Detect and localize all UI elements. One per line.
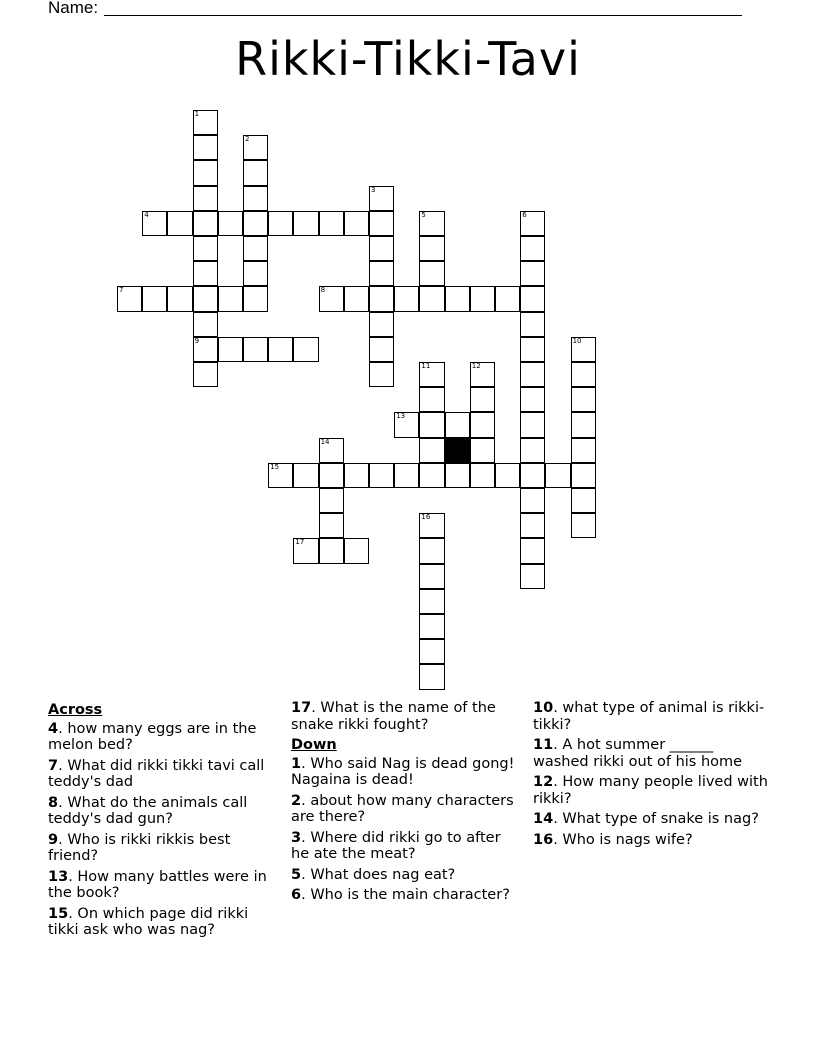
grid-cell[interactable] (419, 236, 444, 261)
cell-number: 14 (320, 437, 330, 446)
clue-down-5: 5. What does nag eat? (291, 866, 456, 883)
grid-cell[interactable] (193, 312, 218, 337)
down-heading: Down (291, 737, 337, 753)
cell-number: 15 (270, 462, 280, 471)
grid-cell[interactable] (419, 564, 444, 589)
grid-cell[interactable] (293, 538, 318, 563)
clue-down-3: 3. Where did rikki go to after he ate the meat? (291, 829, 501, 862)
grid-cell[interactable] (243, 337, 268, 362)
grid-cell[interactable] (394, 412, 419, 437)
clue-text: What did rikki tikki tavi call teddy's dad (48, 757, 265, 790)
grid-cell[interactable] (193, 286, 218, 311)
grid-cell[interactable] (293, 211, 318, 236)
clue-text: On which page did rikki tikki ask who was nag? (48, 905, 249, 938)
clue-text: What is the name of the snake rikki fought? (291, 700, 496, 733)
grid-cell[interactable] (319, 488, 344, 513)
clue-text: Who is rikki rikkis best friend? (48, 831, 231, 864)
grid-cell[interactable] (419, 387, 444, 412)
clue-number: 2 (291, 792, 302, 809)
grid-cell[interactable] (243, 211, 268, 236)
grid-cell[interactable] (319, 463, 344, 488)
clue-down-12: 12. How many people lived with rikki? (533, 774, 768, 807)
grid-cell[interactable] (419, 261, 444, 286)
grid-cell[interactable] (193, 110, 218, 135)
clue-number: 12 (533, 774, 554, 790)
clue-column-2 (291, 700, 523, 908)
grid-cell[interactable] (218, 211, 243, 236)
cell-number: 17 (295, 538, 305, 547)
grid-cell[interactable] (470, 387, 495, 412)
grid-cell[interactable] (243, 236, 268, 261)
clue-across-13: 13. How many battles were in the book? (48, 868, 267, 901)
cell-number: 5 (421, 210, 426, 219)
clue-text: Who is the main character? (310, 887, 510, 903)
grid-cell[interactable] (419, 614, 444, 639)
grid-cell[interactable] (193, 362, 218, 387)
clue-text: A hot summer ______ washed rikki out of his home (533, 737, 743, 770)
clue-down-10: 10. what type of animal is rikki-tikki? (533, 700, 765, 733)
grid-cell[interactable] (571, 362, 596, 387)
grid-cell[interactable] (142, 211, 167, 236)
grid-cell[interactable] (193, 236, 218, 261)
grid-cell[interactable] (571, 463, 596, 488)
clue-text: What do the animals call teddy's dad gun? (48, 794, 248, 827)
clue-text: Who is nags wife? (562, 831, 693, 848)
grid-cell[interactable] (268, 337, 293, 362)
clue-number: 14 (533, 811, 554, 827)
grid-cell[interactable] (243, 135, 268, 160)
clue-number: 15 (48, 905, 69, 922)
grid-cell[interactable] (293, 337, 318, 362)
grid-cell[interactable] (445, 412, 470, 437)
grid-cell[interactable] (470, 286, 495, 311)
grid-cell[interactable] (243, 261, 268, 286)
grid-cell[interactable] (571, 488, 596, 513)
cell-number: 8 (320, 286, 326, 295)
clue-column-3 (533, 700, 773, 852)
grid-cell[interactable] (344, 538, 369, 563)
grid-cell[interactable] (319, 513, 344, 538)
grid-cell[interactable] (344, 211, 369, 236)
clue-column-1 (48, 700, 280, 943)
clue-down-16: 16. Who is nags wife? (533, 831, 693, 848)
grid-cell[interactable] (520, 564, 545, 589)
clue-number: 5 (291, 866, 302, 883)
clue-number: 13 (48, 868, 69, 885)
cell-number: 10 (572, 336, 582, 345)
cell-number: 11 (421, 362, 431, 370)
grid-cell[interactable] (243, 160, 268, 185)
grid-cell[interactable] (218, 337, 243, 362)
clue-text: What type of snake is nag? (562, 811, 759, 827)
clue-number: 10 (533, 700, 554, 716)
grid-cell[interactable] (193, 186, 218, 211)
clue-down-6: 6. Who is the main character? (291, 887, 510, 903)
grid-cell[interactable] (319, 538, 344, 563)
clue-across-8: 8. What do the animals call teddy's dad gun? (48, 794, 248, 827)
grid-cell[interactable] (117, 286, 142, 311)
grid-cell[interactable] (193, 261, 218, 286)
grid-cell[interactable] (419, 513, 444, 538)
grid-cell[interactable] (419, 438, 444, 463)
grid-cell[interactable] (369, 312, 394, 337)
clue-across-7: 7. What did rikki tikki tavi call teddy's dad (48, 757, 265, 790)
grid-cell[interactable] (344, 463, 369, 488)
clue-number: 4 (48, 720, 59, 737)
grid-cell[interactable] (520, 312, 545, 337)
grid-cell[interactable] (419, 286, 444, 311)
clue-number: 11 (533, 737, 554, 753)
clue-text: Where did rikki go to after he ate the meat? (291, 829, 501, 862)
cell-number: 1 (194, 110, 200, 118)
grid-cell[interactable] (369, 337, 394, 362)
grid-cell[interactable] (369, 236, 394, 261)
clue-text: how many eggs are in the melon bed? (48, 720, 257, 753)
cell-number: 6 (522, 210, 527, 219)
clue-down-11: 11. A hot summer ______ washed rikki out of his home (533, 737, 743, 770)
clue-number: 3 (291, 829, 302, 846)
grid-cell[interactable] (193, 211, 218, 236)
clue-down-14: 14. What type of snake is nag? (533, 811, 759, 827)
clue-across-15: 15. On which page did rikki tikki ask who was nag? (48, 905, 249, 938)
clue-text: Who said Nag is dead gong! Nagaina is dead! (291, 755, 515, 788)
cell-number: 2 (245, 135, 250, 144)
grid-cell[interactable] (520, 261, 545, 286)
cell-number: 7 (119, 286, 124, 295)
cell-number: 4 (144, 210, 149, 219)
grid-cell[interactable] (495, 463, 520, 488)
clue-text: How many battles were in the book? (48, 868, 267, 901)
clue-number: 6 (291, 887, 302, 903)
grid-cell[interactable] (419, 412, 444, 437)
clue-number: 9 (48, 831, 59, 848)
cell-number: 12 (471, 362, 481, 370)
grid-cell[interactable] (193, 337, 218, 362)
grid-cell[interactable] (243, 186, 268, 211)
grid-cell[interactable] (319, 438, 344, 463)
grid-cell[interactable] (394, 463, 419, 488)
grid-cell[interactable] (193, 135, 218, 160)
clue-across-9: 9. Who is rikki rikkis best friend? (48, 831, 231, 864)
grid-cell[interactable] (419, 362, 444, 387)
grid-cell[interactable] (520, 412, 545, 437)
clue-down-2: 2. about how many characters are there? (291, 792, 514, 825)
grid-cell[interactable] (293, 463, 318, 488)
clue-number: 16 (533, 831, 554, 848)
black-square (445, 438, 470, 463)
grid-cell[interactable] (369, 463, 394, 488)
grid-cell[interactable] (520, 488, 545, 513)
grid-cell[interactable] (419, 463, 444, 488)
clue-number: 17 (291, 700, 312, 716)
grid-cell[interactable] (470, 412, 495, 437)
grid-cell[interactable] (520, 211, 545, 236)
clue-number: 7 (48, 757, 59, 774)
grid-cell[interactable] (571, 412, 596, 437)
cell-number: 3 (371, 185, 376, 194)
grid-cell[interactable] (142, 286, 167, 311)
grid-cell[interactable] (571, 337, 596, 362)
grid-cell[interactable] (344, 286, 369, 311)
grid-cell[interactable] (319, 211, 344, 236)
grid-cell[interactable] (167, 211, 192, 236)
clue-number: 1 (291, 755, 302, 772)
grid-cell[interactable] (470, 463, 495, 488)
grid-cell[interactable] (571, 438, 596, 463)
grid-cell[interactable] (571, 513, 596, 538)
grid-cell[interactable] (268, 463, 293, 488)
clue-number: 8 (48, 794, 59, 811)
grid-cell[interactable] (470, 362, 495, 387)
grid-cell[interactable] (268, 211, 293, 236)
grid-cell[interactable] (193, 160, 218, 185)
grid-cell[interactable] (419, 589, 444, 614)
grid-cell[interactable] (470, 438, 495, 463)
grid-cell[interactable] (419, 664, 444, 689)
grid-cell[interactable] (369, 186, 394, 211)
grid-cell[interactable] (520, 337, 545, 362)
grid-cell[interactable] (520, 362, 545, 387)
across-heading: Across (48, 702, 103, 718)
grid-cell[interactable] (445, 286, 470, 311)
grid-cell[interactable] (520, 463, 545, 488)
grid-cell[interactable] (445, 463, 470, 488)
grid-cell[interactable] (369, 211, 394, 236)
cell-number: 16 (421, 513, 431, 522)
clue-text: How many people lived with rikki? (533, 774, 768, 807)
grid-cell[interactable] (520, 286, 545, 311)
grid-cell[interactable] (419, 639, 444, 664)
clue-text: about how many characters are there? (291, 792, 514, 825)
clue-across-4: 4. how many eggs are in the melon bed? (48, 720, 257, 753)
grid-cell[interactable] (394, 286, 419, 311)
grid-cell[interactable] (495, 286, 520, 311)
name-label: Name: (48, 0, 99, 17)
grid-cell[interactable] (520, 438, 545, 463)
grid-cell[interactable] (419, 538, 444, 563)
grid-cell[interactable] (369, 362, 394, 387)
grid-cell[interactable] (369, 261, 394, 286)
clue-text: what type of animal is rikki-tikki? (533, 700, 765, 733)
grid-cell[interactable] (218, 286, 243, 311)
cell-number: 9 (194, 336, 200, 345)
clue-across-17: 17. What is the name of the snake rikki fought? (291, 700, 496, 733)
grid-cell[interactable] (369, 286, 394, 311)
grid-cell[interactable] (243, 286, 268, 311)
grid-cell[interactable] (520, 538, 545, 563)
page-title: Rikki-Tikki-Tavi (235, 32, 581, 86)
grid-cell[interactable] (520, 387, 545, 412)
clue-down-1: 1. Who said Nag is dead gong! Nagaina is dead! (291, 755, 515, 788)
grid-cell[interactable] (167, 286, 192, 311)
grid-cell[interactable] (319, 286, 344, 311)
clue-text: What does nag eat? (310, 866, 456, 883)
grid-cell[interactable] (545, 463, 570, 488)
grid-cell[interactable] (520, 236, 545, 261)
grid-cell[interactable] (419, 211, 444, 236)
cell-number: 13 (396, 412, 406, 421)
grid-cell[interactable] (571, 387, 596, 412)
grid-cell[interactable] (520, 513, 545, 538)
